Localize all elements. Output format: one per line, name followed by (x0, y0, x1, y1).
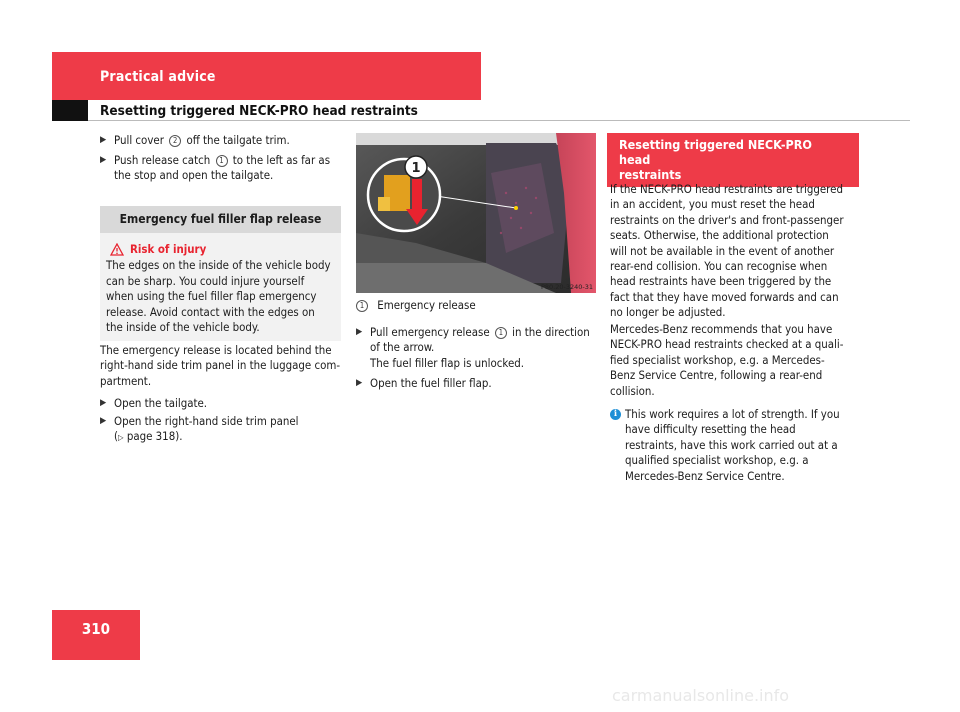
step-pull-emergency-release: ▶ Pull emergency release 1 in the direction of the arrow. The fuel filler flap is unlocked. (356, 325, 590, 370)
callout-number: 1 (356, 300, 368, 312)
warning-line: the inside of the vehicle body. (106, 320, 260, 335)
info-note: i This work requires a lot of strength. If you have difficulty resetting the head restraints, have this work carried out at a qualified specialist workshop, e.g. a Mercedes-Benz Service Centre. (610, 407, 860, 484)
emergency-release-paragraph: The emergency release is located behind the right-hand side trim panel in the luggage com- partment. (100, 343, 341, 388)
header-divider (88, 120, 910, 121)
warning-line: when using the fuel filler flap emergency (106, 289, 317, 304)
warning-line: release. Avoid contact with the edges on (106, 304, 315, 319)
emergency-release-heading: Emergency fuel filler flap release (100, 206, 341, 233)
warning-triangle-icon (110, 243, 124, 256)
step-arrow-icon: ▶ (100, 416, 107, 426)
warning-box (100, 233, 341, 341)
emergency-release-photo (356, 133, 596, 293)
photo-callout-number: 1 (411, 161, 421, 176)
photo-caption: 1 Emergency release (356, 298, 600, 313)
step-arrow-icon: ▶ (356, 327, 363, 337)
step-arrow-icon: ▶ (100, 155, 107, 165)
page-reference-link[interactable]: page 318). (126, 429, 183, 444)
page-subtitle: Resetting triggered NECK-PRO head restraints (100, 103, 418, 119)
page-reference-icon: ▷ (118, 433, 124, 443)
step-push-release-catch: ▶ Push release catch 1 to the left as far as the stop and open the tailgate. (100, 153, 331, 183)
neck-pro-paragraph-1: If the NECK-PRO head restraints are triggered in an accident, you must reset the head restraints on the driver's and front-passenger seats. Otherwise, the additional protection will not be available in the event of another rear-end collision. You can recognise when head restraints have been triggered by the fact that they have moved forwards and can no longer be adjusted. (610, 182, 844, 320)
step-arrow-icon: ▶ (356, 378, 363, 388)
callout-number: 1 (216, 155, 228, 167)
section-title: Practical advice (100, 69, 216, 85)
step-open-tailgate: ▶ Open the tailgate. (100, 396, 208, 410)
neck-pro-paragraph-2: Mercedes-Benz recommends that you have NECK-PRO head restraints checked at a quali- fied specialist workshop, e.g. a Mercedes- Benz Service Centre, following a rear-end collision. (610, 322, 844, 398)
step-open-fuel-filler-flap: ▶ Open the fuel filler flap. (356, 376, 492, 390)
step-arrow-icon: ▶ (100, 135, 107, 145)
step-open-trim-panel: ▶ Open the right-hand side trim panel (▷ page 318). (100, 414, 299, 444)
warning-line: can be sharp. You could injure yourself (106, 273, 305, 288)
info-icon: i (610, 409, 621, 420)
warning-title: Risk of injury (106, 242, 335, 257)
callout-number: 1 (495, 327, 507, 339)
callout-number: 2 (169, 135, 181, 147)
page-number-box (52, 610, 140, 660)
watermark-site: carmanualsonline.info (612, 686, 790, 705)
step-pull-cover: ▶ Pull cover 2 off the tailgate trim. (100, 133, 290, 147)
section-header-bar (52, 52, 481, 100)
step-arrow-icon: ▶ (100, 398, 107, 408)
page-number: 310 (81, 620, 111, 638)
neck-pro-heading: Resetting triggered NECK-PRO head restraints (607, 133, 859, 187)
photo-code: P80.20-3240-31 (540, 283, 593, 291)
warning-line: The edges on the inside of the vehicle body (106, 258, 331, 273)
header-marker (52, 100, 88, 121)
